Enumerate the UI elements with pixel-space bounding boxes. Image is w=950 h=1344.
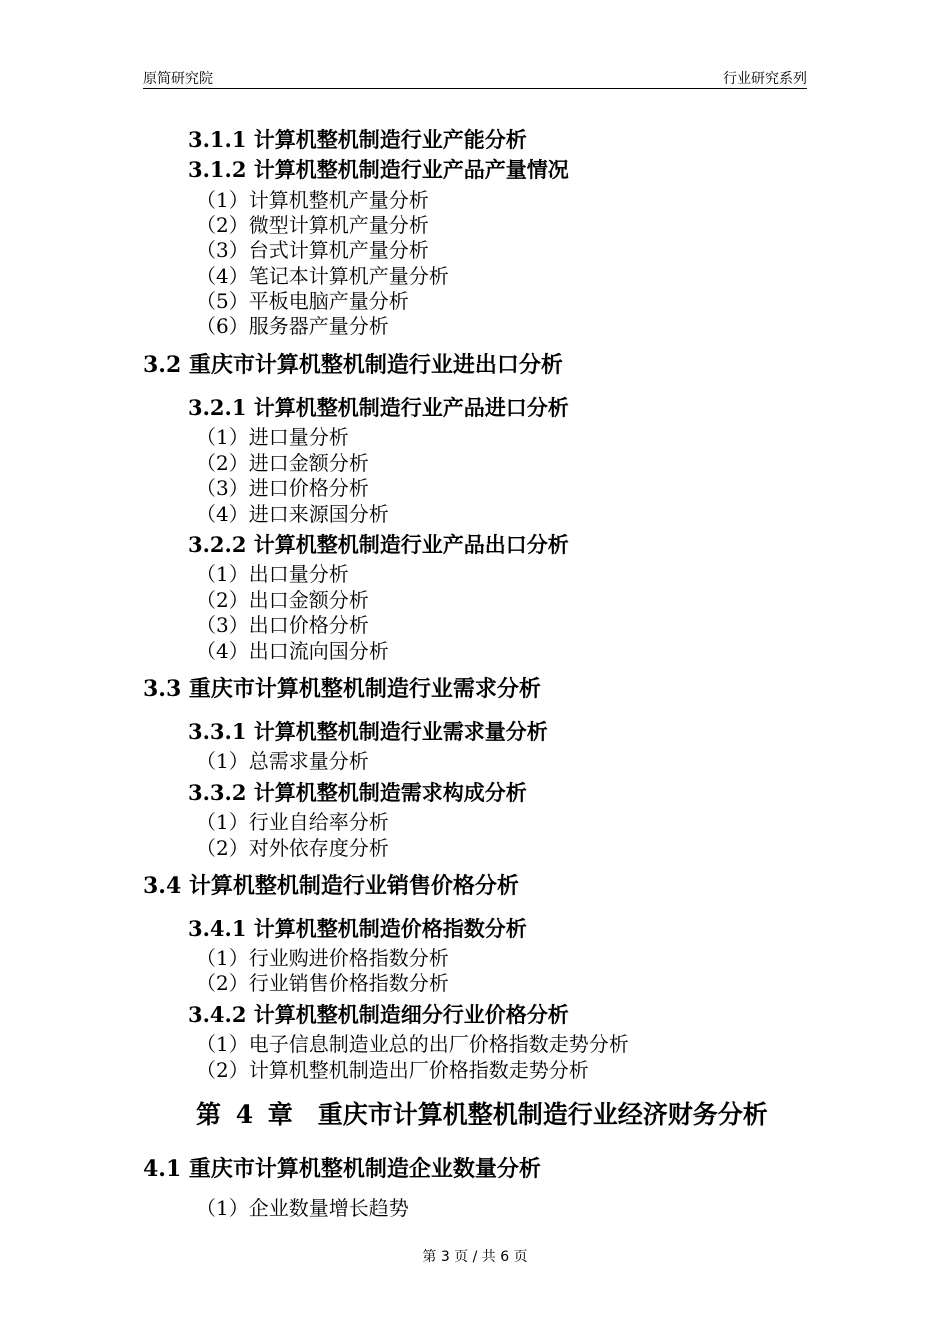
toc-item: （5）平板电脑产量分析 xyxy=(196,289,409,313)
header-series: 行业研究系列 xyxy=(723,71,807,87)
toc-item: （2）微型计算机产量分析 xyxy=(196,213,429,237)
toc-item: （4）出口流向国分析 xyxy=(196,639,389,663)
toc-item: （6）服务器产量分析 xyxy=(196,314,389,338)
page-number: 第 3 页 / 共 6 页 xyxy=(422,1249,528,1265)
toc-chapter-4: 第 4 章 重庆市计算机整机制造行业经济财务分析 xyxy=(196,1100,768,1129)
toc-heading-3-2-2: 3.2.2 计算机整机制造行业产品出口分析 xyxy=(188,532,569,557)
page-header xyxy=(143,68,807,88)
toc-item: （3）出口价格分析 xyxy=(196,613,369,637)
header-publisher: 原简研究院 xyxy=(143,71,213,87)
toc-heading-3-3-2: 3.3.2 计算机整机制造需求构成分析 xyxy=(188,780,527,805)
toc-item: （1）行业自给率分析 xyxy=(196,810,389,834)
toc-item: （2）计算机整机制造出厂价格指数走势分析 xyxy=(196,1058,589,1082)
toc-item: （2）行业销售价格指数分析 xyxy=(196,971,449,995)
toc-item: （1）总需求量分析 xyxy=(196,749,369,773)
toc-heading-3-4: 3.4 计算机整机制造行业销售价格分析 xyxy=(143,873,519,899)
toc-heading-3-4-2: 3.4.2 计算机整机制造细分行业价格分析 xyxy=(188,1002,569,1027)
toc-heading-3-2-1: 3.2.1 计算机整机制造行业产品进口分析 xyxy=(188,395,569,420)
toc-heading-3-4-1: 3.4.1 计算机整机制造价格指数分析 xyxy=(188,916,527,941)
toc-item: （3）台式计算机产量分析 xyxy=(196,238,429,262)
toc-item: （2）出口金额分析 xyxy=(196,588,369,612)
toc-item: （1）企业数量增长趋势 xyxy=(196,1196,409,1220)
toc-heading-4-1: 4.1 重庆市计算机整机制造企业数量分析 xyxy=(143,1156,541,1182)
toc-item: （3）进口价格分析 xyxy=(196,476,369,500)
toc-item: （1）出口量分析 xyxy=(196,562,349,586)
toc-item: （4）笔记本计算机产量分析 xyxy=(196,264,449,288)
toc-heading-3-3: 3.3 重庆市计算机整机制造行业需求分析 xyxy=(143,676,541,702)
header-divider xyxy=(143,88,807,89)
toc-heading-3-1-1: 3.1.1 计算机整机制造行业产能分析 xyxy=(188,127,527,152)
toc-heading-3-1-2: 3.1.2 计算机整机制造行业产品产量情况 xyxy=(188,157,569,182)
toc-item: （1）计算机整机产量分析 xyxy=(196,188,429,212)
toc-heading-3-3-1: 3.3.1 计算机整机制造行业需求量分析 xyxy=(188,719,548,744)
toc-item: （2）进口金额分析 xyxy=(196,451,369,475)
toc-item: （1）行业购进价格指数分析 xyxy=(196,946,449,970)
toc-heading-3-2: 3.2 重庆市计算机整机制造行业进出口分析 xyxy=(143,352,563,378)
toc-item: （2）对外依存度分析 xyxy=(196,836,389,860)
toc-item: （4）进口来源国分析 xyxy=(196,502,389,526)
toc-item: （1）电子信息制造业总的出厂价格指数走势分析 xyxy=(196,1032,629,1056)
toc-item: （1）进口量分析 xyxy=(196,425,349,449)
